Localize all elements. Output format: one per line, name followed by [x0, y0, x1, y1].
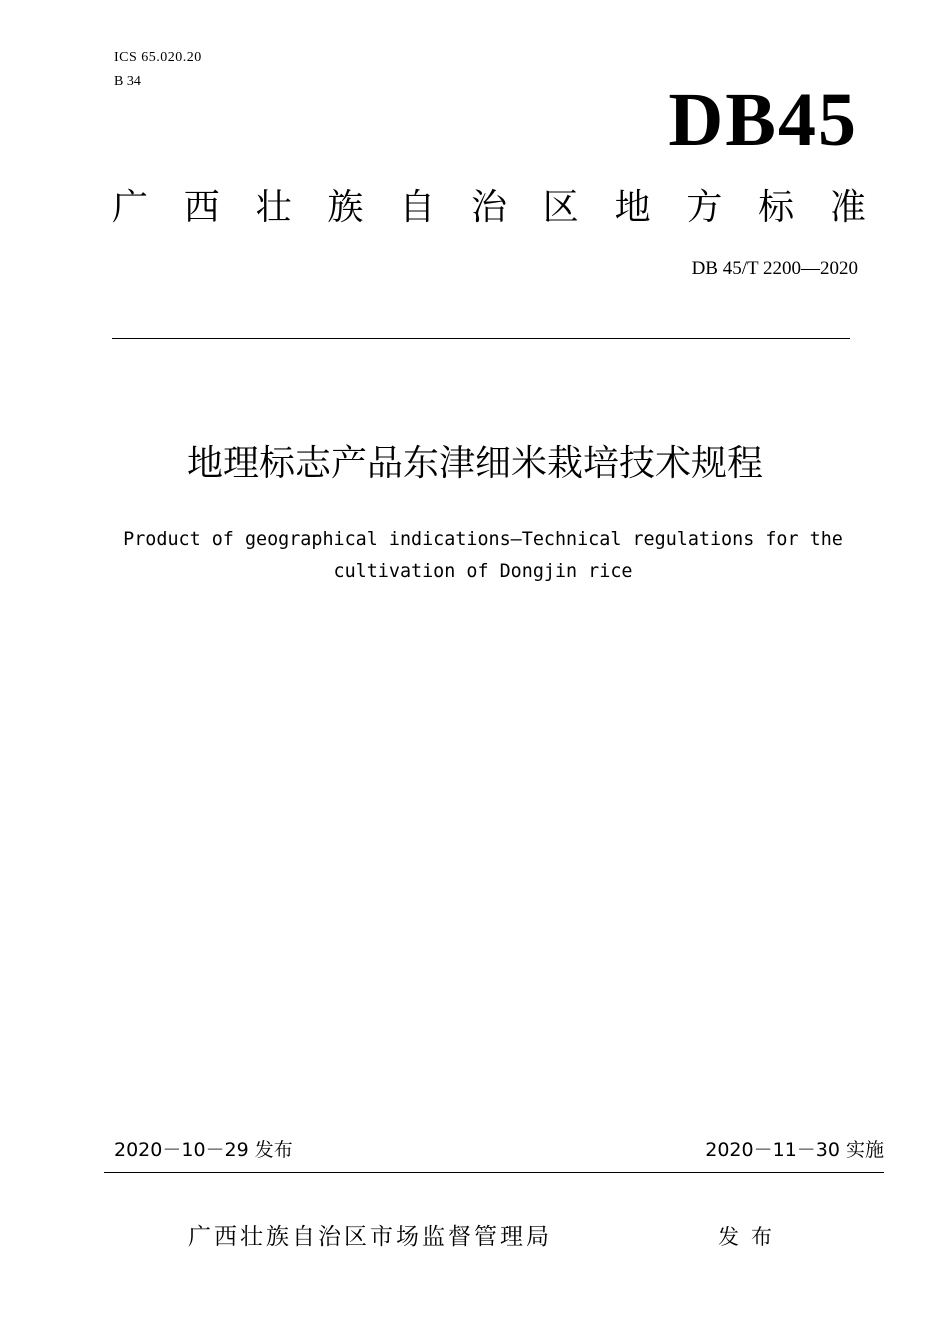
document-title-chinese: 地理标志产品东津细米栽培技术规程: [186, 443, 763, 484]
standard-type-char: 准: [829, 187, 866, 228]
date-row: [114, 1136, 884, 1164]
standard-type-char: 西: [183, 187, 220, 228]
standard-type-char: 广: [112, 187, 149, 228]
effective-date: 2020－11－30 实施: [705, 1139, 884, 1161]
english-title-line-1: Product of geographical indications—Technical regulations for the: [123, 529, 843, 550]
english-title-line-2: cultivation of Dongjin rice: [333, 561, 633, 582]
footer-divider: [104, 1172, 884, 1173]
classification-code: B 34: [114, 74, 141, 89]
standard-mark: DB45: [668, 78, 858, 162]
standard-type-char: 方: [686, 187, 723, 228]
standard-type-char: 区: [542, 187, 579, 228]
issue-date: 2020－10－29 发布: [114, 1139, 293, 1161]
standard-type-char: 治: [470, 187, 507, 228]
document-title-english: [100, 524, 866, 588]
standard-type-title: [112, 186, 866, 230]
standard-type-char: 族: [327, 187, 364, 228]
header-divider: [112, 338, 850, 339]
publish-label: 发布: [718, 1225, 784, 1249]
standard-type-char: 地: [614, 187, 651, 228]
standard-number: DB 45/T 2200—2020: [691, 258, 858, 279]
standard-type-char: 自: [399, 187, 436, 228]
ics-code: ICS 65.020.20: [114, 50, 202, 65]
standard-type-char: 壮: [255, 187, 292, 228]
publisher-name: 广西壮族自治区市场监督管理局: [188, 1224, 552, 1250]
standard-type-char: 标: [758, 187, 795, 228]
